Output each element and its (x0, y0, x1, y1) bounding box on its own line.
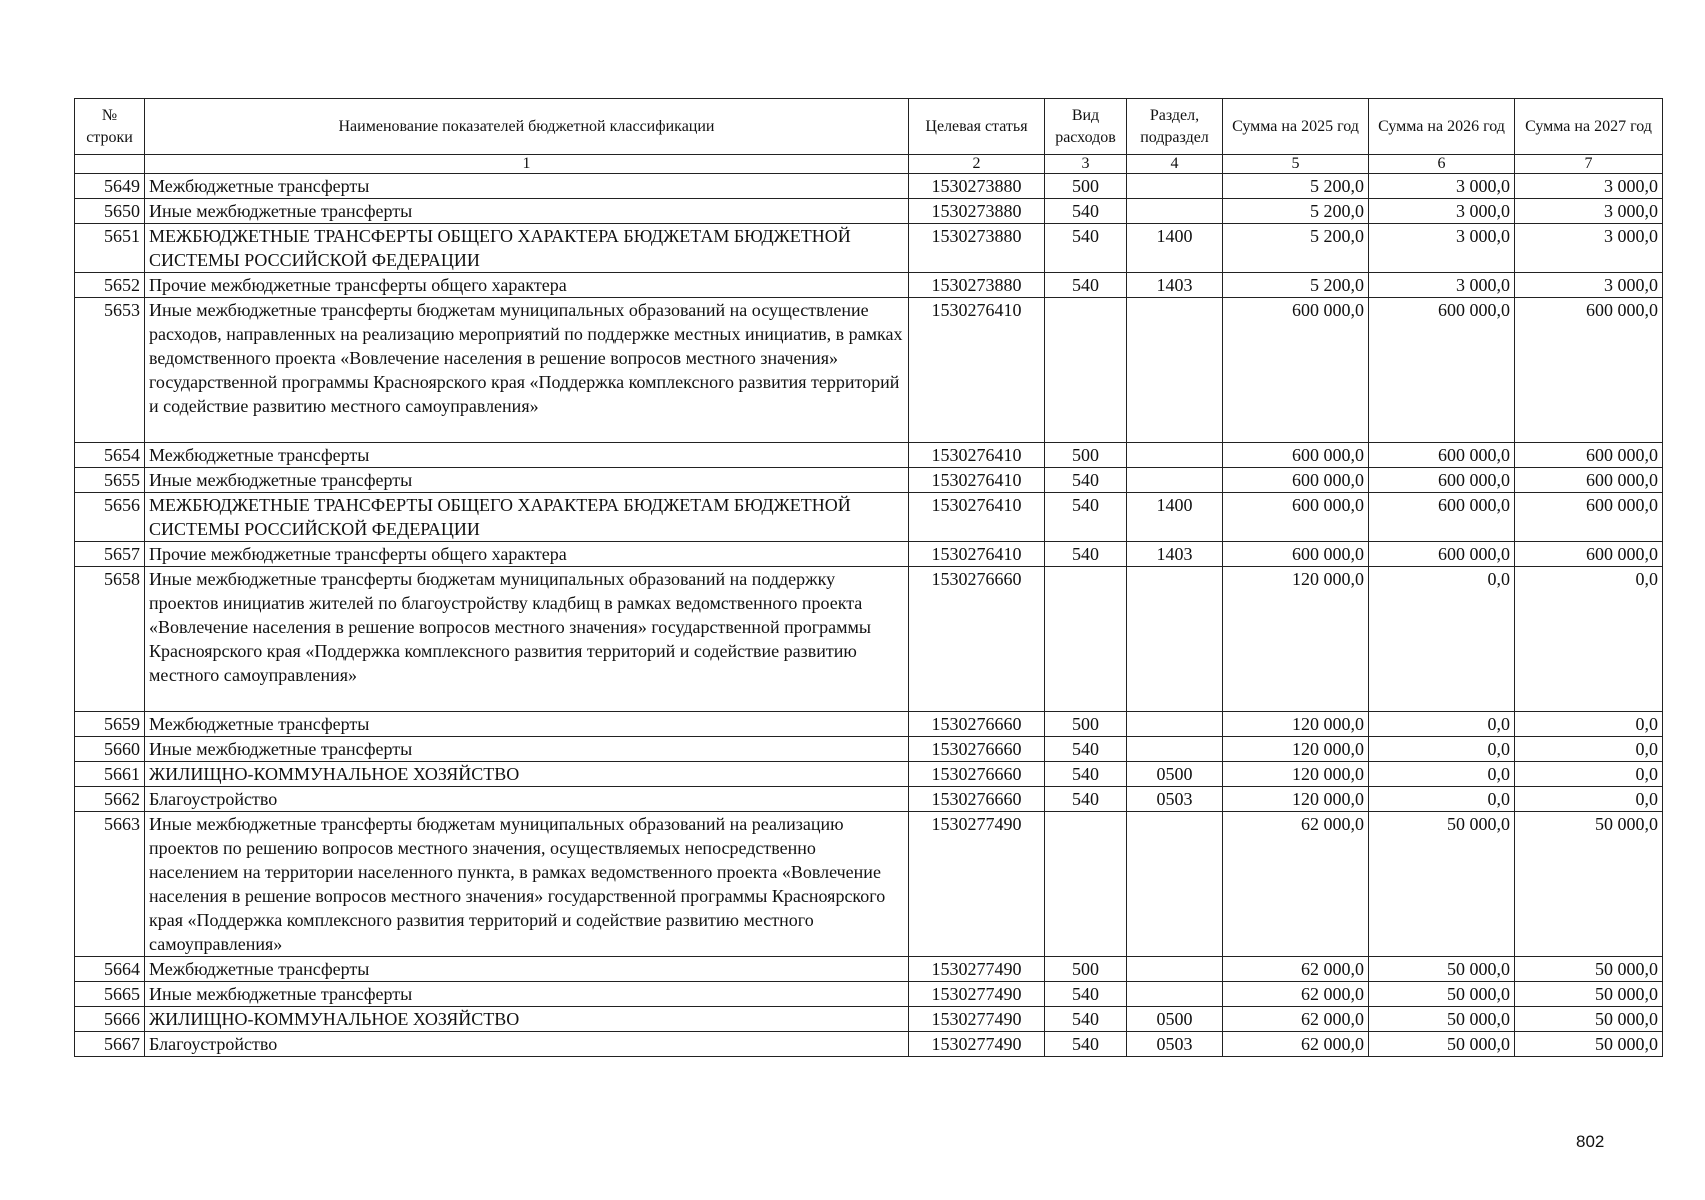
row-expense-type (1045, 567, 1127, 712)
column-number: 3 (1045, 155, 1127, 174)
row-sum-2026: 50 000,0 (1369, 982, 1515, 1007)
row-sum-2027: 600 000,0 (1515, 542, 1663, 567)
row-number: 5653 (75, 298, 145, 443)
row-number: 5655 (75, 468, 145, 493)
row-section (1127, 812, 1223, 957)
row-sum-2026: 50 000,0 (1369, 812, 1515, 957)
row-section (1127, 468, 1223, 493)
table-row (75, 812, 1663, 957)
row-target: 1530276660 (909, 712, 1045, 737)
header-name: Наименование показателей бюджетной классификации (145, 99, 909, 155)
row-name: Прочие межбюджетные трансферты общего характера (145, 273, 909, 298)
row-expense-type: 540 (1045, 1007, 1127, 1032)
table-row (75, 982, 1663, 1007)
row-name: Иные межбюджетные трансферты (145, 199, 909, 224)
row-sum-2027: 50 000,0 (1515, 812, 1663, 957)
row-section (1127, 957, 1223, 982)
table-row (75, 737, 1663, 762)
row-section (1127, 712, 1223, 737)
table-row (75, 762, 1663, 787)
row-sum-2025: 600 000,0 (1223, 468, 1369, 493)
row-sum-2026: 50 000,0 (1369, 1032, 1515, 1057)
row-target: 1530276410 (909, 298, 1045, 443)
row-target: 1530276660 (909, 567, 1045, 712)
row-sum-2027: 3 000,0 (1515, 224, 1663, 273)
row-section (1127, 737, 1223, 762)
row-sum-2025: 120 000,0 (1223, 762, 1369, 787)
row-sum-2025: 120 000,0 (1223, 567, 1369, 712)
row-target: 1530276410 (909, 468, 1045, 493)
row-sum-2026: 600 000,0 (1369, 298, 1515, 443)
row-number: 5649 (75, 174, 145, 199)
row-expense-type: 540 (1045, 273, 1127, 298)
row-sum-2027: 600 000,0 (1515, 493, 1663, 542)
row-name: МЕЖБЮДЖЕТНЫЕ ТРАНСФЕРТЫ ОБЩЕГО ХАРАКТЕРА БЮДЖЕТАМ БЮДЖЕТНОЙ СИСТЕМЫ РОССИЙСКОЙ ФЕДЕРАЦИИ (145, 493, 909, 542)
row-sum-2025: 5 200,0 (1223, 174, 1369, 199)
row-sum-2025: 600 000,0 (1223, 443, 1369, 468)
row-section: 0503 (1127, 1032, 1223, 1057)
row-section: 0503 (1127, 787, 1223, 812)
row-section: 1400 (1127, 493, 1223, 542)
row-sum-2027: 600 000,0 (1515, 298, 1663, 443)
table-row (75, 1032, 1663, 1057)
row-name: ЖИЛИЩНО-КОММУНАЛЬНОЕ ХОЗЯЙСТВО (145, 1007, 909, 1032)
row-expense-type: 500 (1045, 443, 1127, 468)
row-section (1127, 567, 1223, 712)
table-row (75, 493, 1663, 542)
table-header-row (75, 99, 1663, 155)
header-section: Раздел, подраздел (1127, 99, 1223, 155)
row-target: 1530277490 (909, 982, 1045, 1007)
row-target: 1530273880 (909, 174, 1045, 199)
row-sum-2026: 50 000,0 (1369, 957, 1515, 982)
row-target: 1530276410 (909, 542, 1045, 567)
row-expense-type: 540 (1045, 224, 1127, 273)
table-row (75, 468, 1663, 493)
row-section (1127, 443, 1223, 468)
header-sum-2026: Сумма на 2026 год (1369, 99, 1515, 155)
row-sum-2025: 62 000,0 (1223, 812, 1369, 957)
row-sum-2027: 3 000,0 (1515, 273, 1663, 298)
row-expense-type (1045, 298, 1127, 443)
column-number-row (75, 155, 1663, 174)
row-name: Иные межбюджетные трансферты (145, 737, 909, 762)
row-sum-2026: 600 000,0 (1369, 493, 1515, 542)
row-number: 5660 (75, 737, 145, 762)
row-target: 1530273880 (909, 273, 1045, 298)
row-sum-2026: 0,0 (1369, 787, 1515, 812)
row-number: 5667 (75, 1032, 145, 1057)
row-sum-2026: 3 000,0 (1369, 199, 1515, 224)
row-expense-type: 500 (1045, 174, 1127, 199)
row-name: Межбюджетные трансферты (145, 712, 909, 737)
table-row (75, 957, 1663, 982)
column-number: 1 (145, 155, 909, 174)
table-row (75, 1007, 1663, 1032)
row-target: 1530276660 (909, 762, 1045, 787)
column-number: 7 (1515, 155, 1663, 174)
row-sum-2026: 3 000,0 (1369, 174, 1515, 199)
row-number: 5652 (75, 273, 145, 298)
row-sum-2025: 120 000,0 (1223, 712, 1369, 737)
column-number: 4 (1127, 155, 1223, 174)
row-sum-2026: 50 000,0 (1369, 1007, 1515, 1032)
row-sum-2025: 62 000,0 (1223, 982, 1369, 1007)
row-sum-2025: 120 000,0 (1223, 787, 1369, 812)
row-expense-type: 540 (1045, 762, 1127, 787)
row-number: 5664 (75, 957, 145, 982)
row-target: 1530273880 (909, 224, 1045, 273)
row-sum-2027: 600 000,0 (1515, 468, 1663, 493)
header-expense-type: Вид расходов (1045, 99, 1127, 155)
row-sum-2025: 600 000,0 (1223, 493, 1369, 542)
column-number: 5 (1223, 155, 1369, 174)
row-number: 5654 (75, 443, 145, 468)
row-name: Благоустройство (145, 787, 909, 812)
row-expense-type: 540 (1045, 737, 1127, 762)
row-sum-2027: 0,0 (1515, 567, 1663, 712)
row-expense-type: 500 (1045, 957, 1127, 982)
row-target: 1530276410 (909, 493, 1045, 542)
row-sum-2026: 0,0 (1369, 712, 1515, 737)
column-number: 2 (909, 155, 1045, 174)
row-sum-2026: 600 000,0 (1369, 468, 1515, 493)
row-sum-2026: 0,0 (1369, 737, 1515, 762)
row-target: 1530276660 (909, 737, 1045, 762)
row-section: 1400 (1127, 224, 1223, 273)
row-name: Иные межбюджетные трансферты бюджетам муниципальных образований на осуществление расходов, направленных на реализацию мероприятий по поддержке местных инициатив, в рамках ведомственного проекта «Вовлечение населения в решение вопросов местного значения» государственной программы Красноярского края «Поддержка комплексного развития территорий и содействие развитию местного самоуправления» (145, 298, 909, 443)
row-number: 5666 (75, 1007, 145, 1032)
row-sum-2026: 3 000,0 (1369, 273, 1515, 298)
row-target: 1530273880 (909, 199, 1045, 224)
row-section (1127, 982, 1223, 1007)
row-number: 5658 (75, 567, 145, 712)
row-sum-2025: 5 200,0 (1223, 199, 1369, 224)
row-sum-2026: 600 000,0 (1369, 542, 1515, 567)
header-row-no: № строки (75, 99, 145, 155)
budget-table (74, 98, 1663, 1057)
table-row (75, 298, 1663, 443)
row-sum-2025: 62 000,0 (1223, 1007, 1369, 1032)
row-name: ЖИЛИЩНО-КОММУНАЛЬНОЕ ХОЗЯЙСТВО (145, 762, 909, 787)
table-row (75, 787, 1663, 812)
row-number: 5651 (75, 224, 145, 273)
row-sum-2026: 600 000,0 (1369, 443, 1515, 468)
row-name: Иные межбюджетные трансферты бюджетам муниципальных образований на реализацию проектов по решению вопросов местного значения, осуществляемых непосредственно населением на территории населенного пункта, в рамках ведомственного проекта «Вовлечение населения в решение вопросов местного значения» государственной программы Красноярского края «Поддержка комплексного развития территорий и содействие развитию местного самоуправления» (145, 812, 909, 957)
row-sum-2027: 0,0 (1515, 787, 1663, 812)
row-number: 5656 (75, 493, 145, 542)
row-number: 5665 (75, 982, 145, 1007)
row-expense-type: 540 (1045, 982, 1127, 1007)
row-name: Межбюджетные трансферты (145, 443, 909, 468)
row-target: 1530276410 (909, 443, 1045, 468)
row-sum-2027: 50 000,0 (1515, 982, 1663, 1007)
row-sum-2027: 0,0 (1515, 762, 1663, 787)
row-expense-type: 540 (1045, 493, 1127, 542)
row-expense-type: 540 (1045, 199, 1127, 224)
row-expense-type: 540 (1045, 787, 1127, 812)
row-sum-2027: 3 000,0 (1515, 199, 1663, 224)
column-number (75, 155, 145, 174)
table-row (75, 712, 1663, 737)
row-sum-2025: 62 000,0 (1223, 1032, 1369, 1057)
row-sum-2025: 600 000,0 (1223, 298, 1369, 443)
row-name: МЕЖБЮДЖЕТНЫЕ ТРАНСФЕРТЫ ОБЩЕГО ХАРАКТЕРА БЮДЖЕТАМ БЮДЖЕТНОЙ СИСТЕМЫ РОССИЙСКОЙ ФЕДЕРАЦИИ (145, 224, 909, 273)
row-name: Межбюджетные трансферты (145, 957, 909, 982)
row-expense-type: 540 (1045, 1032, 1127, 1057)
row-name: Иные межбюджетные трансферты (145, 468, 909, 493)
row-target: 1530277490 (909, 812, 1045, 957)
row-number: 5657 (75, 542, 145, 567)
table-row (75, 199, 1663, 224)
row-sum-2027: 0,0 (1515, 712, 1663, 737)
row-name: Иные межбюджетные трансферты бюджетам муниципальных образований на поддержку проектов инициатив жителей по благоустройству кладбищ в рамках ведомственного проекта «Вовлечение населения в решение вопросов местного значения» государственной программы Красноярского края «Поддержка комплексного развития территорий и содействие развитию местного самоуправления» (145, 567, 909, 712)
row-section (1127, 174, 1223, 199)
row-sum-2027: 600 000,0 (1515, 443, 1663, 468)
row-sum-2026: 3 000,0 (1369, 224, 1515, 273)
row-sum-2027: 50 000,0 (1515, 1032, 1663, 1057)
row-name: Межбюджетные трансферты (145, 174, 909, 199)
row-sum-2027: 50 000,0 (1515, 1007, 1663, 1032)
row-target: 1530277490 (909, 1007, 1045, 1032)
row-sum-2027: 0,0 (1515, 737, 1663, 762)
row-sum-2026: 0,0 (1369, 567, 1515, 712)
row-expense-type: 540 (1045, 468, 1127, 493)
row-number: 5650 (75, 199, 145, 224)
row-target: 1530277490 (909, 1032, 1045, 1057)
header-target: Целевая статья (909, 99, 1045, 155)
page-number: 802 (1576, 1132, 1605, 1151)
row-section (1127, 199, 1223, 224)
row-number: 5661 (75, 762, 145, 787)
row-sum-2025: 600 000,0 (1223, 542, 1369, 567)
row-section: 1403 (1127, 542, 1223, 567)
table-row (75, 273, 1663, 298)
row-sum-2025: 5 200,0 (1223, 224, 1369, 273)
header-sum-2027: Сумма на 2027 год (1515, 99, 1663, 155)
row-section: 0500 (1127, 762, 1223, 787)
row-sum-2025: 5 200,0 (1223, 273, 1369, 298)
row-name: Благоустройство (145, 1032, 909, 1057)
table-row (75, 443, 1663, 468)
table-row (75, 567, 1663, 712)
column-number: 6 (1369, 155, 1515, 174)
row-number: 5663 (75, 812, 145, 957)
row-expense-type: 500 (1045, 712, 1127, 737)
row-sum-2026: 0,0 (1369, 762, 1515, 787)
table-row (75, 224, 1663, 273)
row-sum-2025: 120 000,0 (1223, 737, 1369, 762)
table-row (75, 174, 1663, 199)
row-section: 0500 (1127, 1007, 1223, 1032)
row-number: 5659 (75, 712, 145, 737)
row-section (1127, 298, 1223, 443)
row-section: 1403 (1127, 273, 1223, 298)
row-name: Прочие межбюджетные трансферты общего характера (145, 542, 909, 567)
row-number: 5662 (75, 787, 145, 812)
row-sum-2025: 62 000,0 (1223, 957, 1369, 982)
table-row (75, 542, 1663, 567)
row-expense-type: 540 (1045, 542, 1127, 567)
header-sum-2025: Сумма на 2025 год (1223, 99, 1369, 155)
row-target: 1530276660 (909, 787, 1045, 812)
row-expense-type (1045, 812, 1127, 957)
row-sum-2027: 50 000,0 (1515, 957, 1663, 982)
row-target: 1530277490 (909, 957, 1045, 982)
row-name: Иные межбюджетные трансферты (145, 982, 909, 1007)
row-sum-2027: 3 000,0 (1515, 174, 1663, 199)
